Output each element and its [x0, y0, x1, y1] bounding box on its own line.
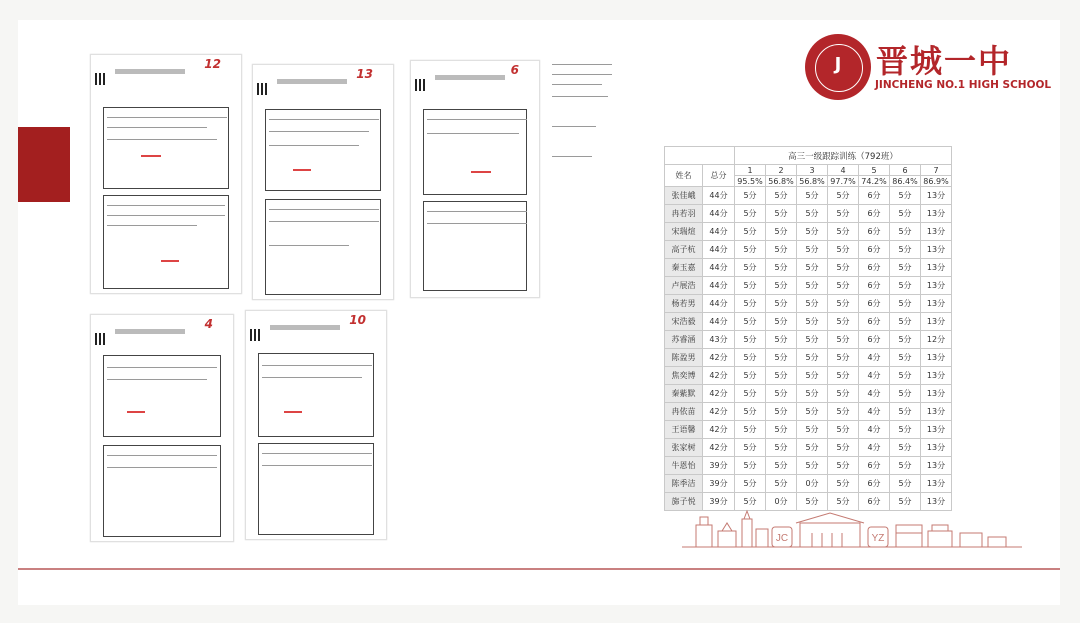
col-header-name: 姓名: [665, 165, 703, 187]
question-score: 5分: [735, 367, 766, 385]
table-title: 高三一级跟踪训练（792班）: [735, 147, 952, 165]
question-score: 5分: [766, 331, 797, 349]
question-score: 5分: [828, 295, 859, 313]
question-score: 5分: [735, 331, 766, 349]
question-score: 5分: [890, 439, 921, 457]
question-score: 5分: [797, 277, 828, 295]
question-score: 5分: [797, 349, 828, 367]
question-score: 13分: [921, 493, 952, 511]
question-score: 5分: [797, 241, 828, 259]
table-row: [665, 277, 952, 295]
question-score: 5分: [828, 223, 859, 241]
table-row: [665, 295, 952, 313]
total-score: 39分: [703, 457, 735, 475]
question-score: 5分: [890, 277, 921, 295]
question-score: 5分: [828, 421, 859, 439]
rate-q4: 97.7%: [828, 176, 859, 187]
question-score: 13分: [921, 295, 952, 313]
student-name: 冉依苗: [665, 403, 703, 421]
question-score: 5分: [766, 421, 797, 439]
rate-q2: 56.8%: [766, 176, 797, 187]
table-row: [665, 223, 952, 241]
question-score: 5分: [890, 475, 921, 493]
table-row: [665, 349, 952, 367]
col-header-q3: 3: [797, 165, 828, 176]
question-score: 13分: [921, 403, 952, 421]
col-header-q1: 1: [735, 165, 766, 176]
question-score: 4分: [859, 403, 890, 421]
sheet-score: 12: [204, 57, 221, 71]
question-score: 13分: [921, 241, 952, 259]
sheet-score: 4: [204, 317, 213, 331]
total-score: 42分: [703, 367, 735, 385]
question-score: 5分: [735, 493, 766, 511]
student-name: 陈季洁: [665, 475, 703, 493]
student-name: 卢展浩: [665, 277, 703, 295]
question-score: 13分: [921, 313, 952, 331]
logo-mark: J: [834, 54, 842, 75]
question-score: 5分: [890, 223, 921, 241]
student-name: 陈盈男: [665, 349, 703, 367]
question-score: 6分: [859, 475, 890, 493]
red-accent-bar: [18, 127, 70, 202]
question-score: 13分: [921, 349, 952, 367]
question-score: 5分: [890, 205, 921, 223]
table-row: [665, 259, 952, 277]
table-row: [665, 187, 952, 205]
question-score: 5分: [797, 313, 828, 331]
sheet-score: 6: [510, 63, 519, 77]
question-score: 5分: [797, 457, 828, 475]
col-header-q6: 6: [890, 165, 921, 176]
campus-skyline-illustration: [682, 503, 1022, 548]
question-score: 5分: [797, 439, 828, 457]
question-score: 6分: [859, 493, 890, 511]
question-score: 5分: [828, 367, 859, 385]
question-score: 6分: [859, 223, 890, 241]
question-score: 5分: [735, 439, 766, 457]
table-row: [665, 421, 952, 439]
question-score: 5分: [890, 385, 921, 403]
question-score: 5分: [766, 277, 797, 295]
question-score: 5分: [735, 475, 766, 493]
total-score: 44分: [703, 223, 735, 241]
student-name: 焦奕博: [665, 367, 703, 385]
skyline-label-right: YZ: [871, 533, 885, 544]
question-score: 0分: [766, 493, 797, 511]
question-score: 5分: [766, 241, 797, 259]
rate-q3: 56.8%: [797, 176, 828, 187]
question-score: 5分: [766, 475, 797, 493]
student-name: 高子杭: [665, 241, 703, 259]
table-row: [665, 205, 952, 223]
student-name: 张佳峨: [665, 187, 703, 205]
question-score: 13分: [921, 421, 952, 439]
question-score: 5分: [766, 259, 797, 277]
question-score: 5分: [797, 331, 828, 349]
rate-q1: 95.5%: [735, 176, 766, 187]
rate-q6: 86.4%: [890, 176, 921, 187]
question-score: 12分: [921, 331, 952, 349]
score-table: [664, 146, 952, 511]
total-score: 42分: [703, 385, 735, 403]
question-score: 6分: [859, 313, 890, 331]
question-score: 13分: [921, 457, 952, 475]
question-score: 5分: [735, 223, 766, 241]
question-score: 4分: [859, 367, 890, 385]
question-score: 5分: [766, 313, 797, 331]
question-score: 4分: [859, 349, 890, 367]
question-score: 5分: [828, 331, 859, 349]
question-score: 5分: [828, 493, 859, 511]
sheet-score: 13: [356, 67, 373, 81]
question-score: 5分: [735, 241, 766, 259]
table-row: [665, 313, 952, 331]
total-score: 39分: [703, 493, 735, 511]
question-score: 5分: [735, 205, 766, 223]
question-score: 5分: [797, 385, 828, 403]
question-score: 6分: [859, 187, 890, 205]
question-score: 13分: [921, 187, 952, 205]
question-score: 5分: [828, 277, 859, 295]
question-score: 5分: [797, 421, 828, 439]
question-score: 6分: [859, 241, 890, 259]
answer-sheet-fragment: [546, 56, 618, 216]
student-name: 旆子悦: [665, 493, 703, 511]
question-score: 13分: [921, 385, 952, 403]
question-score: 5分: [735, 457, 766, 475]
answer-sheet: [90, 314, 234, 542]
question-score: 6分: [859, 277, 890, 295]
question-score: 6分: [859, 259, 890, 277]
question-score: 5分: [828, 259, 859, 277]
question-score: 5分: [890, 457, 921, 475]
score-table-body: [665, 187, 952, 511]
question-score: 5分: [735, 313, 766, 331]
student-name: 宋浩毅: [665, 313, 703, 331]
answer-sheet: [90, 54, 242, 294]
question-score: 5分: [890, 313, 921, 331]
question-score: 6分: [859, 205, 890, 223]
total-score: 44分: [703, 241, 735, 259]
question-score: 0分: [797, 475, 828, 493]
col-header-q4: 4: [828, 165, 859, 176]
question-score: 4分: [859, 421, 890, 439]
total-score: 44分: [703, 295, 735, 313]
question-score: 5分: [828, 205, 859, 223]
question-score: 5分: [890, 187, 921, 205]
question-score: 5分: [828, 403, 859, 421]
question-score: 5分: [797, 403, 828, 421]
question-score: 5分: [766, 457, 797, 475]
total-score: 42分: [703, 403, 735, 421]
student-name: 宋瑞煊: [665, 223, 703, 241]
table-row: [665, 367, 952, 385]
question-score: 5分: [890, 331, 921, 349]
table-row: [665, 403, 952, 421]
question-score: 5分: [890, 349, 921, 367]
question-score: 5分: [766, 385, 797, 403]
question-score: 5分: [828, 439, 859, 457]
question-score: 5分: [766, 439, 797, 457]
total-score: 44分: [703, 205, 735, 223]
question-score: 13分: [921, 475, 952, 493]
skyline-label-left: JC: [775, 533, 789, 544]
total-score: 43分: [703, 331, 735, 349]
question-score: 5分: [828, 187, 859, 205]
student-name: 张家树: [665, 439, 703, 457]
school-logo: [805, 34, 871, 100]
question-score: 5分: [890, 403, 921, 421]
question-score: 13分: [921, 277, 952, 295]
col-header-q2: 2: [766, 165, 797, 176]
question-score: 5分: [890, 493, 921, 511]
question-score: 5分: [735, 421, 766, 439]
question-score: 5分: [797, 223, 828, 241]
question-score: 5分: [735, 385, 766, 403]
answer-sheet: [252, 64, 394, 300]
table-row: [665, 385, 952, 403]
table-row: [665, 439, 952, 457]
total-score: 42分: [703, 439, 735, 457]
col-header-q5: 5: [859, 165, 890, 176]
sheet-score: 10: [349, 313, 366, 327]
student-name: 苏睿涵: [665, 331, 703, 349]
question-score: 5分: [797, 259, 828, 277]
student-name: 秦紫默: [665, 385, 703, 403]
question-score: 13分: [921, 439, 952, 457]
school-name-cn: 晋城一中: [876, 42, 1013, 80]
question-score: 5分: [735, 187, 766, 205]
score-table-container: [664, 146, 952, 506]
student-name: 王语馨: [665, 421, 703, 439]
answer-sheet: [245, 310, 387, 540]
question-score: 5分: [766, 367, 797, 385]
question-score: 5分: [828, 349, 859, 367]
question-score: 4分: [859, 439, 890, 457]
question-score: 5分: [890, 241, 921, 259]
question-score: 5分: [828, 475, 859, 493]
question-score: 5分: [735, 403, 766, 421]
student-name: 秦玉嘉: [665, 259, 703, 277]
question-score: 6分: [859, 295, 890, 313]
total-score: 42分: [703, 421, 735, 439]
question-score: 13分: [921, 223, 952, 241]
question-score: 5分: [890, 421, 921, 439]
total-score: 42分: [703, 349, 735, 367]
question-score: 5分: [735, 295, 766, 313]
total-score: 44分: [703, 259, 735, 277]
question-score: 5分: [890, 295, 921, 313]
col-header-total: 总分: [703, 165, 735, 187]
question-score: 5分: [828, 385, 859, 403]
student-name: 牛恩怡: [665, 457, 703, 475]
question-score: 13分: [921, 205, 952, 223]
question-score: 5分: [735, 277, 766, 295]
question-score: 5分: [766, 295, 797, 313]
student-name: 杨若男: [665, 295, 703, 313]
col-header-q7: 7: [921, 165, 952, 176]
rate-q5: 74.2%: [859, 176, 890, 187]
total-score: 44分: [703, 187, 735, 205]
answer-sheets-panel: [80, 42, 624, 564]
question-score: 5分: [797, 367, 828, 385]
question-score: 6分: [859, 331, 890, 349]
question-score: 5分: [828, 313, 859, 331]
question-score: 5分: [797, 187, 828, 205]
question-score: 13分: [921, 367, 952, 385]
table-row: [665, 475, 952, 493]
question-score: 5分: [766, 187, 797, 205]
answer-sheet: [410, 60, 540, 298]
table-row: [665, 241, 952, 259]
total-score: 44分: [703, 277, 735, 295]
bottom-divider: [18, 568, 1060, 570]
question-score: 6分: [859, 457, 890, 475]
question-score: 5分: [766, 205, 797, 223]
total-score: 44分: [703, 313, 735, 331]
question-score: 5分: [797, 493, 828, 511]
question-score: 5分: [828, 457, 859, 475]
table-title-spacer: [665, 147, 735, 165]
question-score: 5分: [735, 349, 766, 367]
total-score: 39分: [703, 475, 735, 493]
student-name: 冉若羽: [665, 205, 703, 223]
question-score: 5分: [766, 403, 797, 421]
school-name-en: JINCHENG NO.1 HIGH SCHOOL: [875, 79, 1052, 91]
question-score: 5分: [797, 295, 828, 313]
rate-q7: 86.9%: [921, 176, 952, 187]
question-score: 5分: [890, 367, 921, 385]
table-row: [665, 457, 952, 475]
question-score: 13分: [921, 259, 952, 277]
question-score: 5分: [828, 241, 859, 259]
question-score: 5分: [797, 205, 828, 223]
question-score: 4分: [859, 385, 890, 403]
question-score: 5分: [766, 223, 797, 241]
question-score: 5分: [766, 349, 797, 367]
table-row: [665, 331, 952, 349]
question-score: 5分: [890, 259, 921, 277]
question-score: 5分: [735, 259, 766, 277]
